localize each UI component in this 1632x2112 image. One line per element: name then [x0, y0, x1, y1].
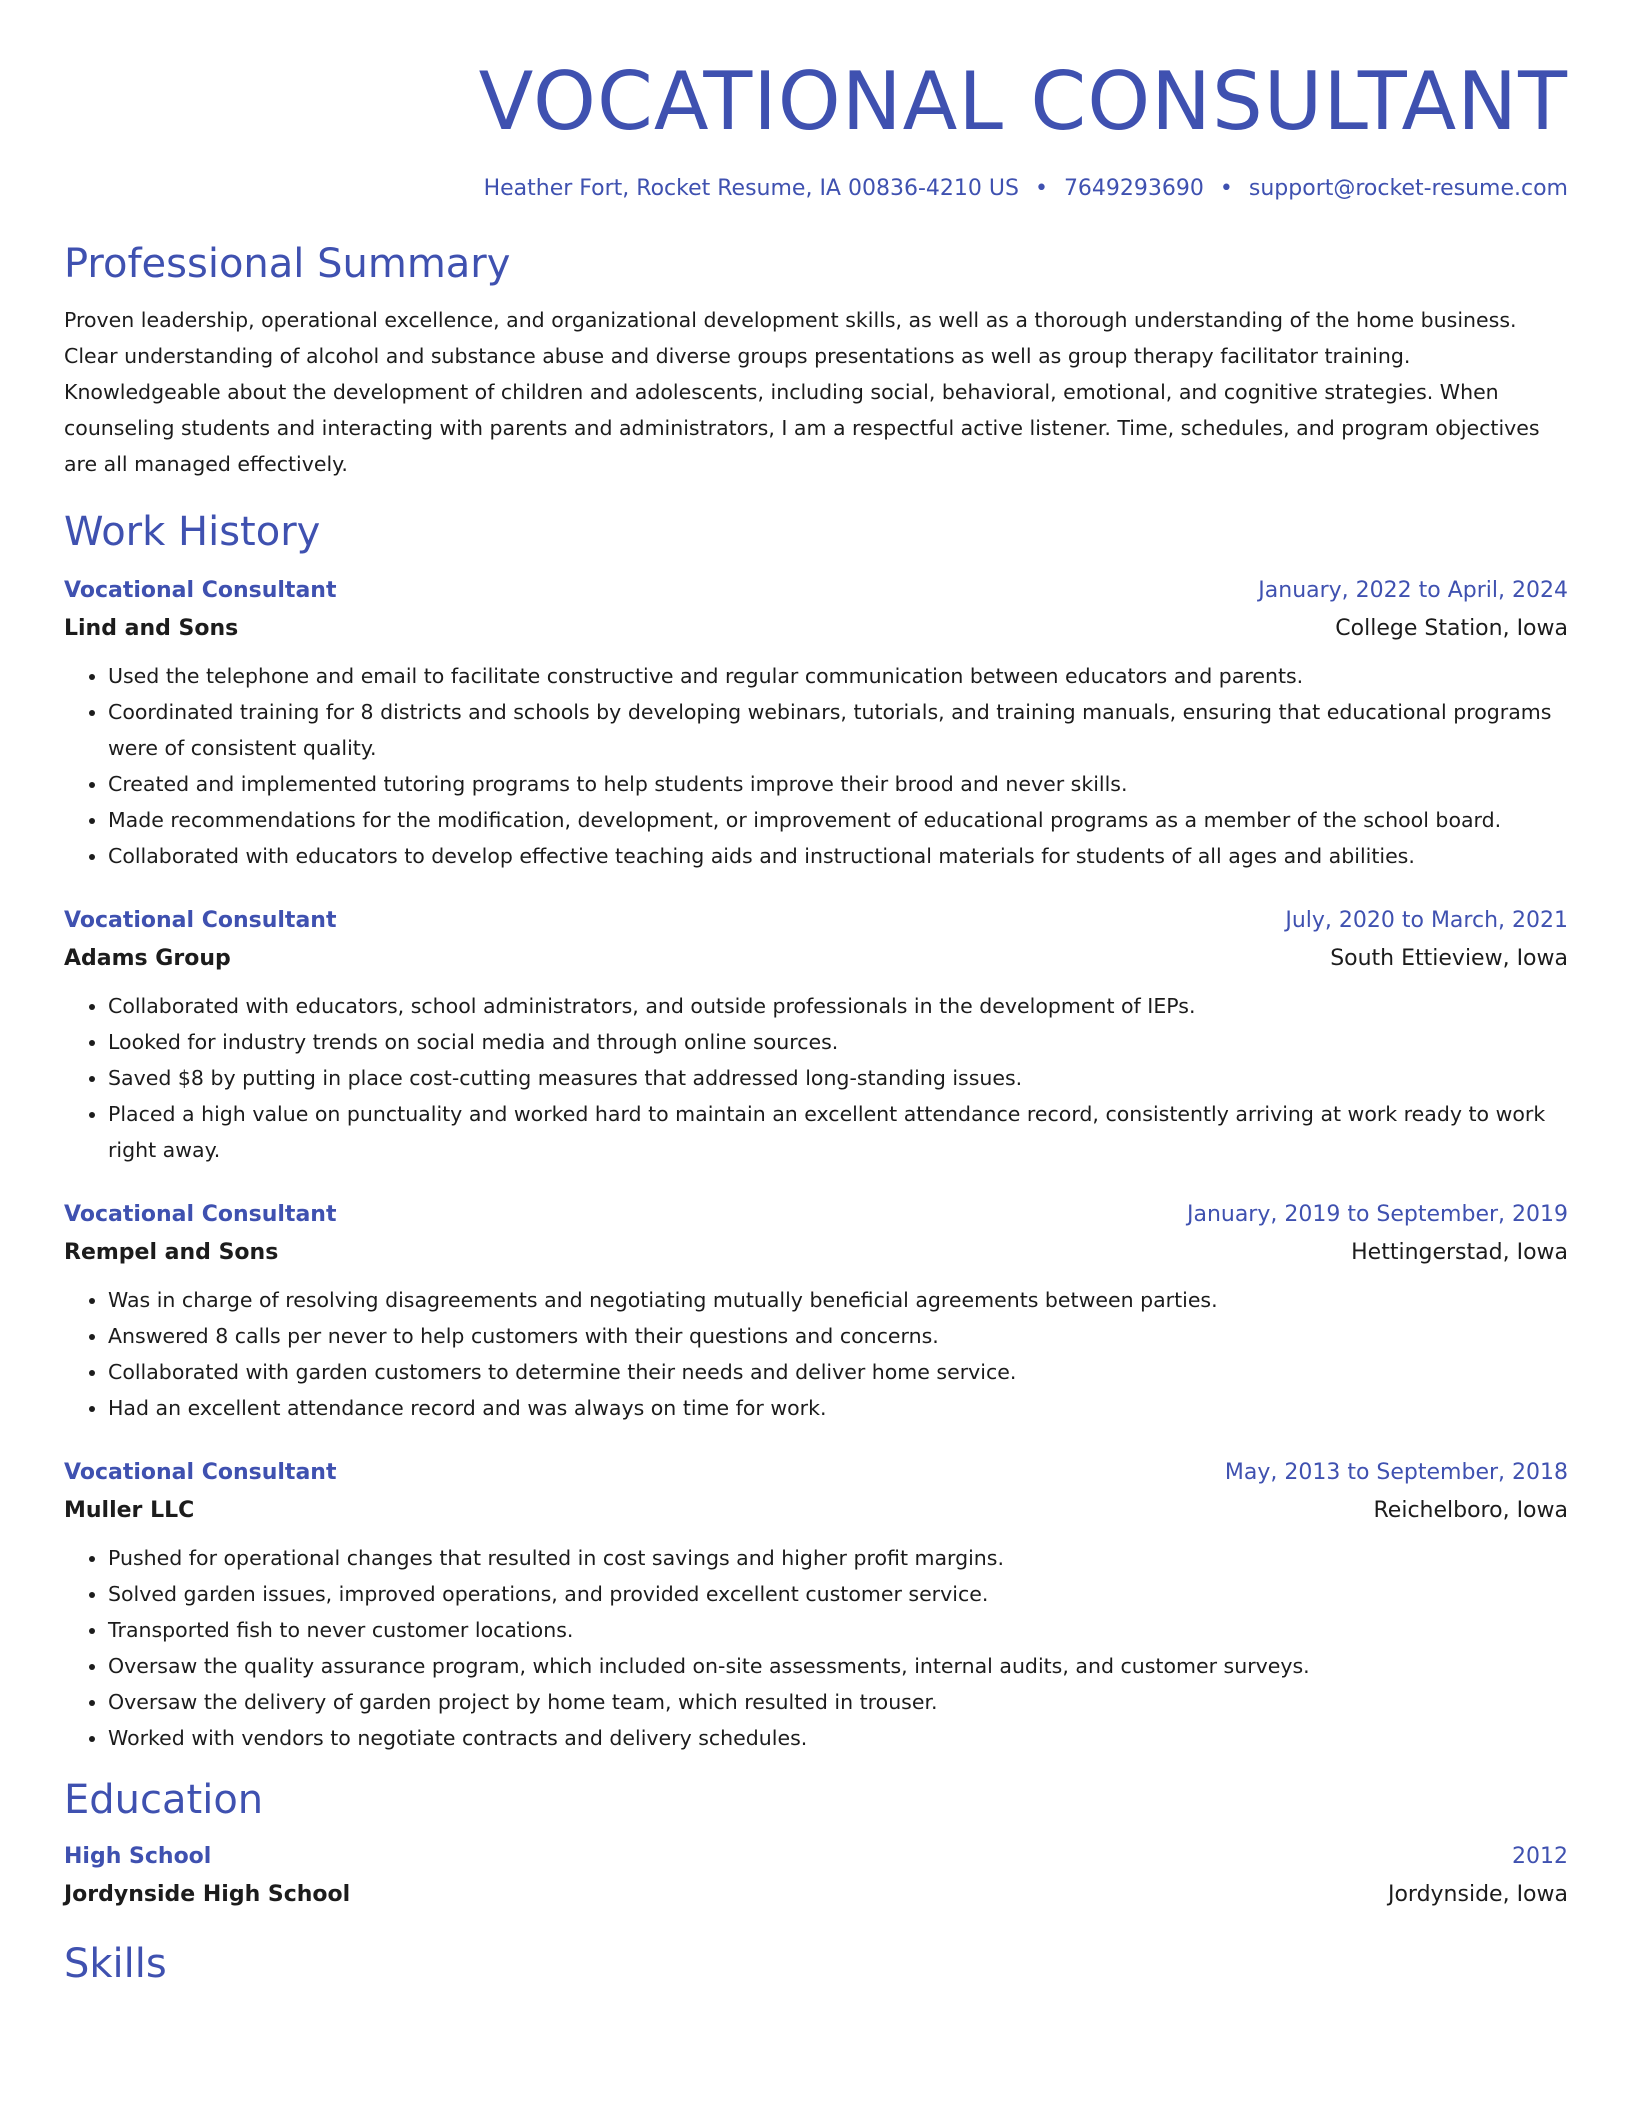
job-bullet: • Worked with vendors to negotiate contracts and delivery schedules.: [108, 1720, 1568, 1756]
education-year: 2012: [1512, 1844, 1568, 1869]
job-bullet: • Was in charge of resolving disagreements and negotiating mutually beneficial agreements between parties.: [108, 1282, 1568, 1318]
job-title: Vocational Consultant: [64, 1460, 337, 1485]
education-location: Jordynside, Iowa: [1387, 1882, 1568, 1907]
job-entry: [64, 572, 1568, 874]
summary-text: Proven leadership, operational excellence, and organizational development skills, as well as a thorough understanding of the home business. Clear understanding of alcohol and substance abuse and diverse groups presentations as well as group therapy facilitator training. Knowledgeable about the development of children and adolescents, including social, behavioral, emotional, and cognitive strategies. When counseling students and interacting with parents and administrators, I am a respectful active listener. Time, schedules, and program objectives are all managed effectively.: [64, 308, 1540, 476]
job-entry: [64, 902, 1568, 1168]
job-bullet: • Created and implemented tutoring programs to help students improve their brood and never skills.: [108, 766, 1568, 802]
job-bullet: • Transported fish to never customer locations.: [108, 1612, 1568, 1648]
contact-separator: •: [1219, 176, 1233, 201]
job-bullet: • Collaborated with garden customers to determine their needs and deliver home service.: [108, 1354, 1568, 1390]
education-degree: High School: [64, 1844, 212, 1869]
job-bullet: • Coordinated training for 8 districts and schools by developing webinars, tutorials, and training manuals, ensuring that educational programs were of consistent quality.: [108, 694, 1568, 766]
job-dates: January, 2022 to April, 2024: [1258, 578, 1568, 603]
job-dates: July, 2020 to March, 2021: [1285, 908, 1568, 933]
job-company: Rempel and Sons: [64, 1240, 279, 1265]
job-bullet-list: [64, 658, 1568, 874]
education-heading: Education: [64, 1777, 264, 1823]
job-company: Adams Group: [64, 946, 231, 971]
work-history-heading: Work History: [64, 509, 321, 555]
contact-address: Heather Fort, Rocket Resume, IA 00836-4210 US: [483, 176, 1019, 201]
job-company: Lind and Sons: [64, 616, 239, 641]
job-bullet-list: [64, 1282, 1568, 1426]
job-bullet: • Oversaw the delivery of garden project by home team, which resulted in trouser.: [108, 1684, 1568, 1720]
job-title: Vocational Consultant: [64, 1202, 337, 1227]
job-bullet: • Made recommendations for the modification, development, or improvement of educational programs as a member of the school board.: [108, 802, 1568, 838]
job-bullet: • Used the telephone and email to facilitate constructive and regular communication between educators and parents.: [108, 658, 1568, 694]
job-bullet: • Answered 8 calls per never to help customers with their questions and concerns.: [108, 1318, 1568, 1354]
skills-heading: Skills: [64, 1941, 167, 1987]
job-bullet: • Pushed for operational changes that resulted in cost savings and higher profit margins.: [108, 1540, 1568, 1576]
job-bullet-list: [64, 988, 1568, 1168]
job-location: Reichelboro, Iowa: [1373, 1498, 1568, 1523]
job-bullet: • Collaborated with educators, school administrators, and outside professionals in the development of IEPs.: [108, 988, 1568, 1024]
job-bullet-list: [64, 1540, 1568, 1756]
job-company: Muller LLC: [64, 1498, 195, 1523]
job-bullet: • Solved garden issues, improved operations, and provided excellent customer service.: [108, 1576, 1568, 1612]
work-history-list: [64, 572, 1568, 1756]
contact-phone: 7649293690: [1063, 176, 1204, 201]
job-entry: [64, 1196, 1568, 1426]
job-location: South Ettieview, Iowa: [1330, 946, 1568, 971]
job-bullet: • Collaborated with educators to develop effective teaching aids and instructional materials for students of all ages and abilities.: [108, 838, 1568, 874]
job-title: Vocational Consultant: [64, 908, 337, 933]
resume-header: [64, 52, 1568, 204]
contact-line: [64, 174, 1568, 204]
job-bullet: • Oversaw the quality assurance program, which included on-site assessments, internal audits, and customer surveys.: [108, 1648, 1568, 1684]
job-location: College Station, Iowa: [1335, 616, 1568, 641]
education-entry: [64, 1838, 1568, 1914]
resume-name: VOCATIONAL CONSULTANT: [478, 55, 1568, 148]
job-bullet: • Saved $8 by putting in place cost-cutting measures that addressed long-standing issues.: [108, 1060, 1568, 1096]
job-dates: January, 2019 to September, 2019: [1186, 1202, 1568, 1227]
contact-separator: •: [1034, 176, 1048, 201]
education-school: Jordynside High School: [64, 1882, 351, 1907]
contact-email: support@rocket-resume.com: [1248, 176, 1568, 201]
job-entry: [64, 1454, 1568, 1756]
job-bullet: • Looked for industry trends on social media and through online sources.: [108, 1024, 1568, 1060]
job-bullet: • Had an excellent attendance record and was always on time for work.: [108, 1390, 1568, 1426]
job-bullet: • Placed a high value on punctuality and worked hard to maintain an excellent attendance record, consistently arriving at work ready to work right away.: [108, 1096, 1568, 1168]
job-dates: May, 2013 to September, 2018: [1224, 1460, 1568, 1485]
job-location: Hettingerstad, Iowa: [1351, 1240, 1568, 1265]
job-title: Vocational Consultant: [64, 578, 337, 603]
summary-heading: Professional Summary: [64, 241, 511, 287]
